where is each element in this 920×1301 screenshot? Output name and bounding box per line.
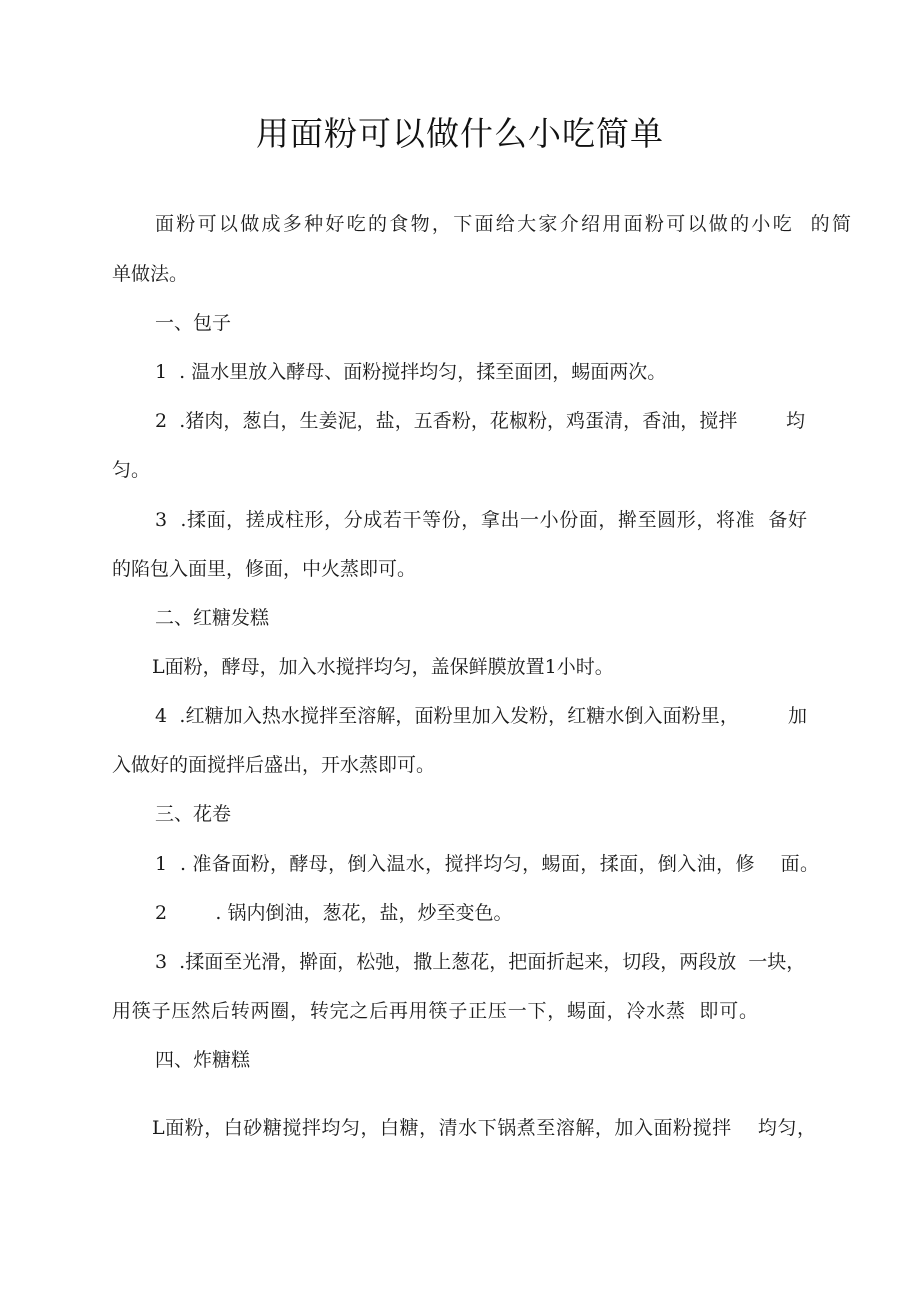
step-line-continued: 用筷子压然后转两圈，转完之后再用筷子正压一下，蜴面，冷水蒸 即可。 <box>112 1000 758 1022</box>
step-line-continued: 入做好的面搅拌后盛出，开水蒸即可。 <box>112 754 436 776</box>
paragraph-line: 面粉可以做成多种好吃的食物，下面给大家介绍用面粉可以做的小吃 的简 <box>155 213 851 235</box>
step-line: 3 .揉面至光滑，擀面，松弛，撒上葱花，把面折起来，切段，两段放 一块， <box>155 951 806 973</box>
section-heading-zha-tanggao: 四、炸糖糕 <box>155 1049 251 1071</box>
step-line-continued: 匀。 <box>112 459 151 481</box>
document-title: 用面粉可以做什么小吃简单 <box>256 114 664 153</box>
paragraph-line: 单做法。 <box>112 263 189 285</box>
step-line: L面粉，酵母，加入水搅拌均匀，盖保鲜膜放置1小时。 <box>152 656 614 678</box>
step-line: 4 .红糖加入热水搅拌至溶解，面粉里加入发粉，红糖水倒入面粉里， 加 <box>155 705 807 727</box>
section-heading-hongtang-fagao: 二、红糖发糕 <box>155 607 270 629</box>
section-heading-baozi: 一、包子 <box>155 312 232 334</box>
step-line-continued: 的陷包入面里，修面，中火蒸即可。 <box>112 558 417 580</box>
section-heading-huajuan: 三、花卷 <box>155 803 232 825</box>
step-line: L面粉，白砂糖搅拌均匀，白糖，清水下锅煮至溶解，加入面粉搅拌 均匀， <box>152 1117 816 1139</box>
step-line: 3 .揉面，搓成柱形，分成若干等份，拿出一小份面，擀至圆形，将准 备好 <box>155 509 807 531</box>
step-line: 2 .猪肉，葱白，生姜泥，盐，五香粉，花椒粉，鸡蛋清，香油，搅拌 均 <box>155 410 805 432</box>
step-line: 1 . 温水里放入酵母、面粉搅拌均匀，揉至面团，蜴面两次。 <box>155 361 667 383</box>
step-line: 1 . 准备面粉，酵母，倒入温水，搅拌均匀，蜴面，揉面，倒入油，修 面。 <box>155 853 819 875</box>
step-line: 2 . 锅内倒油，葱花，盐，炒至变色。 <box>155 902 513 924</box>
